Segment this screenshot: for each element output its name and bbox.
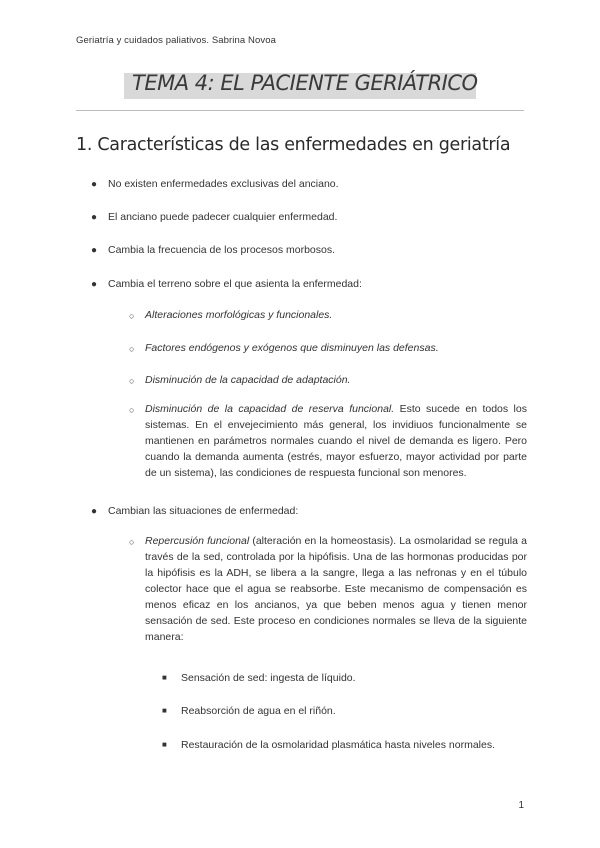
reserve-text: Esto sucede en todos los sistemas. En el envejecimiento más general, los invidiuos funcionalmente se mantienen en parámetros normales cuando el nivel de demanda es ligero. Pero cuando la demanda aumenta (estrés, mayor esfuerzo, mayor actividad por parte de un sistema), las condiciones de respuesta funcional son menores. [145,403,527,479]
list-item: Restauración de la osmolaridad plasmática hasta niveles normales. [181,739,495,751]
list-item: El anciano puede padecer cualquier enfermedad. [108,211,338,223]
title-divider [76,110,524,111]
page-header: Geriatría y cuidados paliativos. Sabrina Novoa [76,35,276,46]
circle-bullet-icon: ○ [129,537,135,547]
circle-bullet-icon: ○ [129,311,135,321]
reserve-label: Disminución de la capacidad de reserva funcional. [145,403,395,415]
list-item: Sensación de sed: ingesta de líquido. [181,672,356,684]
list-item: Cambia la frecuencia de los procesos morbosos. [108,244,336,256]
bullet-dot-icon: ● [91,279,98,290]
reserve-paragraph [145,401,527,481]
list-item-text: Alteraciones morfológicas y funcionales. [145,309,333,321]
list-item [145,340,527,356]
bullet-dot-icon: ● [91,506,98,517]
list-item: No existen enfermedades exclusivas del anciano. [108,178,339,190]
list-item [145,372,527,388]
list-item-text: Factores endógenos y exógenos que disminuyen las defensas. [145,342,439,354]
circle-bullet-icon: ○ [129,376,135,386]
list-item: Cambian las situaciones de enfermedad: [108,505,299,517]
repercussion-text: (alteración en la homeostasis). La osmolaridad se regula a través de la sed, controlada por la hipófisis. Una de las hormonas producidas por la hipófisis es la ADH, se libera a la sangre, llega a las nefronas y en el túbulo colector hace que el agua se reabsorbe. Este mecanismo de compensación es menos eficaz en los ancianos, ya que beben menos agua y tienen menor sensación de sed. Este proceso en condiciones normales se lleva de la siguiente manera: [145,535,528,643]
page-number: 1 [518,800,524,811]
list-item [145,307,527,323]
bullet-dot-icon: ● [91,179,98,190]
circle-bullet-icon: ○ [129,344,135,354]
list-item: Reabsorción de agua en el riñón. [181,705,336,717]
repercussion-paragraph [145,533,527,645]
bullet-dot-icon: ● [91,212,98,223]
list-item: Cambia el terreno sobre el que asienta la enfermedad: [108,278,362,290]
square-bullet-icon: ■ [162,706,167,715]
repercussion-label: Repercusión funcional [145,535,250,547]
square-bullet-icon: ■ [162,740,167,749]
bullet-dot-icon: ● [91,245,98,256]
section-heading: 1. Características de las enfermedades en geriatría [76,135,511,155]
list-item-text: Disminución de la capacidad de adaptación. [145,374,351,386]
page-title: TEMA 4: EL PACIENTE GERIÁTRICO [132,71,478,95]
square-bullet-icon: ■ [162,673,167,682]
circle-bullet-icon: ○ [129,405,135,415]
